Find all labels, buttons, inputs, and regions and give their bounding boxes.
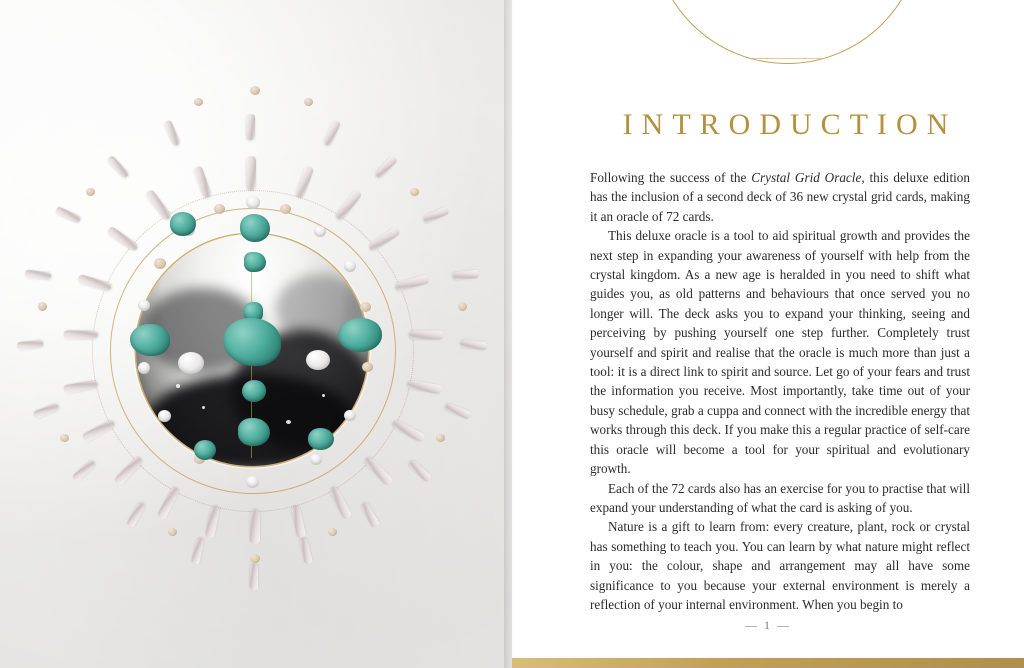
crystal-stone <box>344 410 356 421</box>
outer-stone <box>250 86 260 95</box>
crystal-stone <box>138 300 150 311</box>
crystal-stone <box>246 476 259 488</box>
crystal-wand <box>191 537 205 564</box>
crystal-wand <box>250 510 260 544</box>
crystal-wand <box>113 456 143 487</box>
crystal-stone <box>246 196 260 209</box>
crystal-wand <box>461 340 488 351</box>
outer-stone <box>194 98 203 106</box>
crystal-wand <box>64 331 98 340</box>
crystal-wand <box>250 564 258 590</box>
body-text <box>590 168 970 614</box>
crystal-wand <box>205 505 220 538</box>
crystal-wand <box>126 502 146 529</box>
crystal-wand <box>334 189 362 221</box>
ink-speck <box>322 394 325 397</box>
crystal-wand <box>25 270 52 281</box>
crystal-wand <box>323 119 341 146</box>
teal-crystal <box>170 212 196 236</box>
paragraph-run: Following the success of the <box>590 170 752 185</box>
teal-crystal <box>130 324 170 356</box>
crystal-wand <box>408 459 433 482</box>
teal-crystal <box>242 380 266 402</box>
gold-bottom-rule <box>512 658 1024 668</box>
crystal-wand <box>407 380 442 395</box>
ink-speck <box>286 420 291 424</box>
hexagon-pattern <box>653 0 921 63</box>
outer-stone <box>86 188 95 196</box>
pale-crystal <box>178 352 204 374</box>
crystal-wand <box>295 165 314 198</box>
crystal-wand <box>77 274 112 292</box>
ink-speck <box>176 384 180 388</box>
crystal-wand <box>360 502 380 529</box>
crystal-stone <box>280 204 291 214</box>
outer-stone <box>304 98 313 106</box>
ink-speck <box>202 406 205 409</box>
crystal-wand <box>410 331 444 340</box>
crystal-wand <box>32 402 59 419</box>
teal-crystal <box>308 428 334 450</box>
outer-stone <box>410 188 419 196</box>
paragraph: Each of the 72 cards also has an exercise for you to practise that will expand your understanding of what the card is asking of you. <box>590 480 970 515</box>
crystal-wand <box>444 402 471 419</box>
crystal-wand <box>193 165 212 198</box>
crystal-wand <box>246 156 256 190</box>
crystal-stone <box>314 226 326 237</box>
outer-stone <box>38 302 47 311</box>
crystal-stone <box>138 362 150 374</box>
teal-crystal <box>338 318 382 352</box>
crystal-wand <box>374 155 398 179</box>
crystal-stone <box>344 260 356 272</box>
paragraph: This deluxe oracle is a tool to aid spiritual growth and provides the next step in expanding your awareness of yourself with help from the crystal kingdom. As a new age is heralded in you need to shift what guides you, as old patterns and behaviours that once served you no longer will. The deck asks you to expand your thinking, seeing and perceiving by pushing yourself one step further. Completely trust yourself and spirit and realise that the oracle is much more than just a tool: it is a direct link to spirit and source. Let go of your fears and trust the information you receive. Most importantly, take time out of your busy schedule, grab a cuppa and connect with the incredible energy that works through this deck. If you make this a regular practice of self-care this oracle will become a tool for your spiritual and evolutionary growth. <box>590 228 970 477</box>
crystal-wand <box>63 380 98 395</box>
crystal-wand <box>163 119 181 146</box>
crystal-wand <box>54 206 81 224</box>
crystal-stone <box>310 454 322 465</box>
teal-crystal <box>240 214 270 242</box>
crystal-wand <box>17 340 44 351</box>
crystal-wand <box>368 226 401 252</box>
pale-crystal <box>306 350 330 370</box>
page-title: INTRODUCTION <box>622 108 958 141</box>
crystal-wand <box>329 486 353 520</box>
crystal-stone <box>158 410 171 422</box>
teal-crystal <box>238 418 270 446</box>
outer-stone <box>458 302 467 311</box>
right-page <box>512 0 1024 668</box>
crystal-wand <box>81 419 115 443</box>
outer-stone <box>60 434 69 442</box>
crystal-wand <box>106 226 139 252</box>
paragraph-run: , this deluxe edition has the inclusion of a second deck of 36 new crystal grid cards, making it an oracle of 72 cards. <box>590 170 970 224</box>
outer-stone <box>168 528 177 536</box>
crystal-wand <box>391 419 425 443</box>
gold-hexagon-circle-ornament <box>652 0 922 64</box>
crystal-stone <box>362 362 373 372</box>
crystal-wand <box>291 505 306 538</box>
crystal-wand <box>395 274 430 292</box>
crystal-wand <box>144 189 172 221</box>
crystal-stone <box>214 204 225 214</box>
book-title-italic: Crystal Grid Oracle <box>751 170 862 185</box>
crystal-stone <box>360 302 371 312</box>
crystal-grid-mandala <box>18 62 488 602</box>
crystal-wand <box>157 486 181 520</box>
paragraph <box>590 168 970 226</box>
teal-crystal-large <box>223 318 281 366</box>
outer-stone <box>328 528 337 536</box>
crystal-wand <box>363 456 393 487</box>
crystal-wand <box>106 155 130 179</box>
crystal-wand <box>299 537 313 564</box>
crystal-wand <box>246 114 255 140</box>
outer-stone <box>250 554 260 563</box>
crystal-wand <box>72 459 97 482</box>
crystal-wand <box>453 270 480 281</box>
page-number: — 1 — <box>745 618 791 632</box>
crystal-wand <box>422 206 449 224</box>
teal-crystal <box>244 252 266 272</box>
outer-stone <box>436 434 445 442</box>
teal-crystal <box>194 440 216 460</box>
paragraph: Nature is a gift to learn from: every creature, plant, rock or crystal has something to teach you. You can learn by what nature might reflect in you: the colour, shape and arrangement may all have some significance to you because your external environment is merely a reflection of your internal environment. When you begin to <box>590 519 970 612</box>
crystal-stone <box>154 258 166 269</box>
